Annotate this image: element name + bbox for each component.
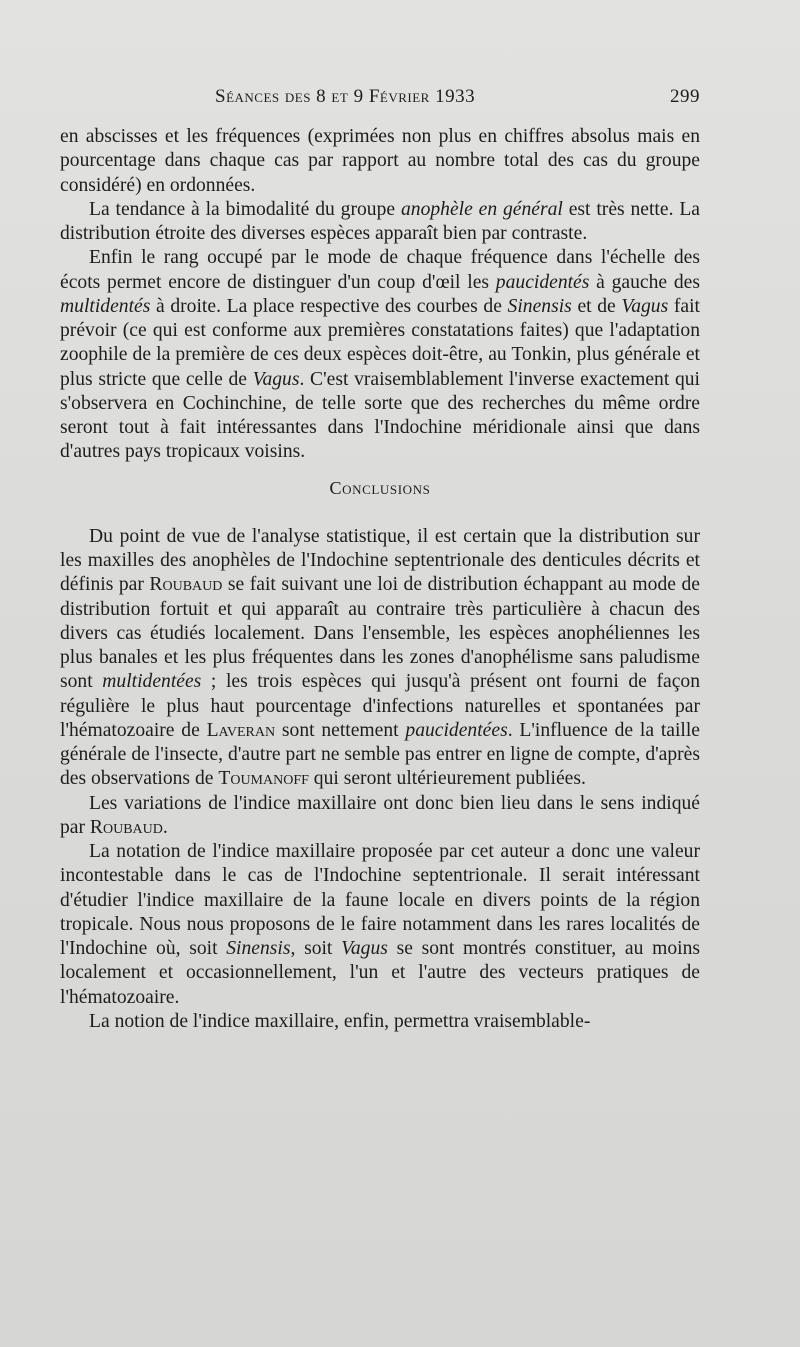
author-name: Roubaud xyxy=(89,816,163,838)
text-run: . C'est vraisemblablement l'inverse exactement qui s'observera en Cochinchine, de telle sorte que des recherches du même ordre seront tout à fait intéressantes dans l'Indochine méridionale ainsi que dans d'autres pays tropicaux voisins. xyxy=(60,368,700,463)
page-number: 299 xyxy=(670,86,700,107)
page-header xyxy=(60,86,700,116)
paragraph-rang-mode xyxy=(60,246,700,464)
text-run: , soit xyxy=(290,938,342,959)
text-run: La tendance à la bimodalité du groupe xyxy=(89,198,401,220)
species-name: Vagus xyxy=(341,938,388,959)
text-run: Les variations de l'indice maxillaire ont donc bien lieu dans le sens indiqué par xyxy=(60,792,700,838)
author-name: Roubaud xyxy=(149,574,223,596)
paragraph-final xyxy=(60,1010,700,1034)
text-run: ; les trois espèces qui jusqu'à présent ont fourni de façon régulière le plus haut pourcentage d'infections naturelles et spontanées par l'hématozoaire de xyxy=(60,671,700,741)
italic-term: anophèle en général xyxy=(400,198,563,220)
text-run: sont nettement xyxy=(275,719,406,741)
text-run: se fait suivant une loi de distribution échappant au mode de distribution fortuit et qui apparaît au contraire très particulière à chacun des divers cas étudiés localement. Dans l'ensemble, les espèces anophéliennes les plus banales et les plus fréquentes dans les zones d'anophélisme sans paludisme sont xyxy=(60,574,700,693)
italic-term: paucidentées xyxy=(405,719,508,741)
author-name: Toumanoff xyxy=(218,768,309,790)
text-run: fait prévoir (ce qui est conforme aux premières constatations faites) que l'adaptation zoophile de la première de ces deux espèces doit-être, au Tonkin, plus générale et plus stricte que celle de xyxy=(60,295,700,390)
author-name: Laveran xyxy=(206,719,276,741)
paragraph-variations xyxy=(60,792,700,841)
text-run: . xyxy=(162,816,168,838)
paragraph-text: en abscisses et les fréquences (exprimées non plus en chiffres absolus mais en pourcentage dans chaque cas par rapport au nombre total des cas du groupe considéré) en ordonnées. xyxy=(60,126,700,196)
paragraph-notation xyxy=(60,840,700,1010)
species-name: Sinensis xyxy=(226,938,291,959)
paragraph-bimodalite xyxy=(60,198,700,247)
text-run: se sont montrés constituer, au moins localement et occasionnellement, l'un et l'autre des vecteurs pratiques de l'hématozoaire. xyxy=(60,938,700,1008)
species-name: Sinensis xyxy=(507,295,572,317)
text-run: . L'influence de la taille générale de l'insecte, d'autre part ne semble pas entrer en ligne de compte, d'après des observations de xyxy=(60,719,700,790)
text-run: est très nette. La distribution étroite des diverses espèces apparaît bien par contraste. xyxy=(60,198,701,244)
italic-term: paucidentés xyxy=(495,271,590,293)
italic-term: multidentés xyxy=(60,295,151,317)
species-name: Vagus xyxy=(621,295,669,317)
text-run: à gauche des xyxy=(589,271,700,293)
text-run: à droite. La place respective des courbes de xyxy=(150,295,508,317)
text-run: et de xyxy=(571,295,622,317)
section-heading: Conclusions xyxy=(329,477,431,498)
text-run: La notation de l'indice maxillaire proposée par cet auteur a donc une valeur incontestable dans le cas de l'Indochine septentrionale. Il serait intéressant d'étudier l'indice maxillaire de la faune locale en divers points de la région tropicale. Nous nous proposons de le faire notamment dans les rares localités de l'Indochine où, soit xyxy=(60,841,700,959)
text-run: Enfin le rang occupé par le mode de chaque fréquence dans l'échelle des écots permet encore de distinguer d'un coup d'œil les xyxy=(60,247,700,293)
running-title: Séances des 8 et 9 Février 1933 xyxy=(215,86,476,107)
text-run: qui seront ultérieurement publiées. xyxy=(308,768,586,790)
species-name: Vagus xyxy=(252,368,300,390)
text-run: Du point de vue de l'analyse statistique, il est certain que la distribution sur les maxilles des anophèles de l'Indochine septentrionale des denticules décrits et définis par xyxy=(60,525,700,596)
paragraph-continuation xyxy=(60,125,700,198)
paragraph-analyse-statistique xyxy=(60,525,700,792)
text-run: La notion de l'indice maxillaire, enfin, permettra vraisemblable- xyxy=(89,1010,591,1032)
italic-term: multidentées xyxy=(102,671,202,693)
body-text xyxy=(60,125,700,1034)
